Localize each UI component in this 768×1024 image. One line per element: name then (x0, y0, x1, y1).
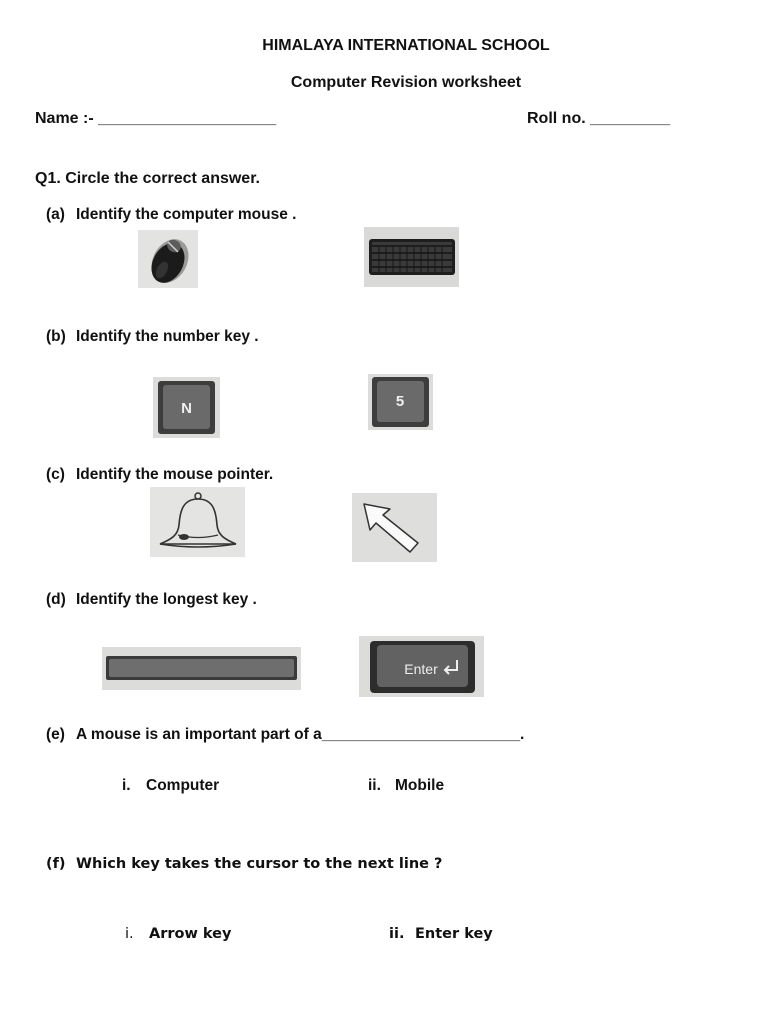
question-b-text: Identify the number key . (76, 328, 259, 345)
question-f-option-1-number: i. (125, 926, 134, 942)
school-title: HIMALAYA INTERNATIONAL SCHOOL (262, 37, 550, 54)
space-bar-key-icon (102, 647, 301, 690)
question-b-label: (b) (46, 328, 66, 345)
keyboard-icon (364, 227, 459, 287)
question-c-text: Identify the mouse pointer. (76, 466, 274, 483)
question-c-label: (c) (46, 466, 65, 483)
question-f-option-1: Arrow key (149, 926, 232, 942)
question-e-text: A mouse is an important part of a_______________________. (76, 726, 525, 743)
worksheet-title: Computer Revision worksheet (290, 74, 522, 91)
question-a-label: (a) (46, 206, 65, 223)
question-e-option-2: Mobile (395, 777, 445, 794)
roll-no-field-label: Roll no. _________ (527, 110, 671, 127)
question-a-text: Identify the computer mouse . (76, 206, 297, 223)
n-key-icon (153, 377, 220, 438)
question-f-label: (f) (46, 856, 66, 872)
question-d-label: (d) (46, 591, 66, 608)
five-key-icon (368, 374, 433, 430)
question-f-option-2: Enter key (415, 926, 493, 942)
arrow-pointer-icon (352, 493, 437, 562)
name-field-label: Name :- ____________________ (35, 110, 277, 127)
question-e-label: (e) (46, 726, 65, 743)
bell-icon (150, 487, 245, 557)
question-f-text: Which key takes the cursor to the next line ? (76, 856, 443, 872)
mouse-icon (138, 230, 198, 288)
enter-key-icon (359, 636, 484, 697)
question-e-option-1-number: i. (122, 777, 131, 794)
n-key-label: N (181, 400, 192, 417)
question-f-option-2-number: ii. (389, 926, 405, 942)
question-title: Q1. Circle the correct answer. (35, 170, 260, 187)
question-d-text: Identify the longest key . (76, 591, 257, 608)
enter-key-label: Enter (404, 661, 438, 677)
question-e-option-2-number: ii. (368, 777, 381, 794)
five-key-label: 5 (395, 393, 405, 410)
question-e-option-1: Computer (146, 777, 220, 794)
